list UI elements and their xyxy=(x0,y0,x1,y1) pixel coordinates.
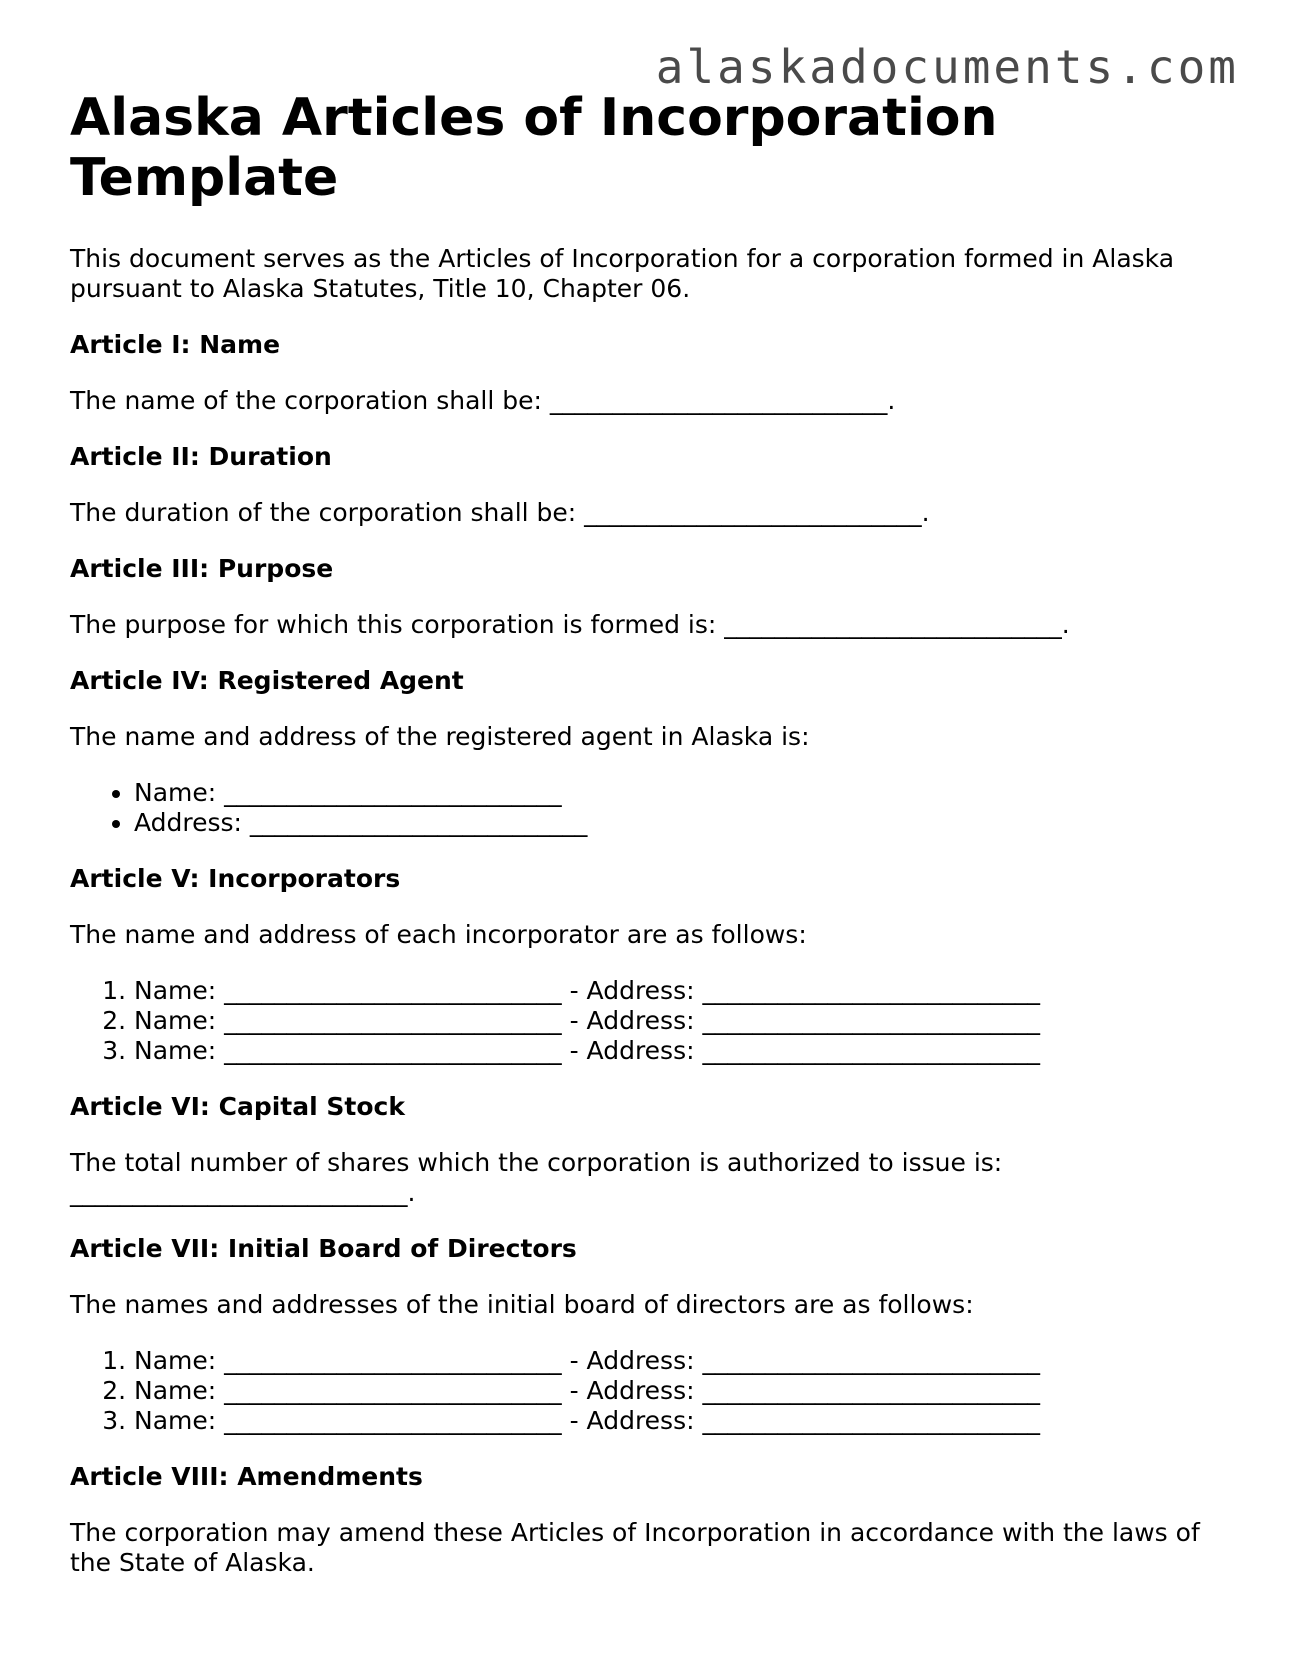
incorporators-list xyxy=(70,976,1230,1066)
watermark: alaskadocuments.com xyxy=(655,40,1239,94)
article-agent-text: The name and address of the registered agent in Alaska is: xyxy=(70,722,810,751)
agent-address-item: • Address: ___________________________ xyxy=(134,808,1230,838)
director-item: 1. Name: ___________________________ - Address: ___________________________ xyxy=(134,1346,1230,1376)
article-directors-text: The names and addresses of the initial board of directors are as follows: xyxy=(70,1290,974,1319)
document-title: Alaska Articles of Incorporation Template xyxy=(70,88,998,208)
article-purpose-text: The purpose for which this corporation is formed is: ___________________________. xyxy=(70,610,1070,639)
article-duration-text: The duration of the corporation shall be: ___________________________. xyxy=(70,498,930,527)
article-amendments-text: The corporation may amend these Articles of Incorporation in accordance with the laws of the State of Alaska. xyxy=(70,1518,1200,1577)
article-incorporators-heading: Article V: Incorporators xyxy=(70,864,401,893)
article-stock-heading: Article VI: Capital Stock xyxy=(70,1092,405,1121)
intro-paragraph: This document serves as the Articles of Incorporation for a corporation formed in Alaska pursuant to Alaska Statutes, Title 10, Chapter 06. xyxy=(70,244,1175,303)
article-amendments-heading: Article VIII: Amendments xyxy=(70,1462,423,1491)
article-name-heading: Article I: Name xyxy=(70,330,281,359)
agent-name-item: • Name: ___________________________ xyxy=(134,778,1230,808)
incorporator-item: 3. Name: ___________________________ - Address: ___________________________ xyxy=(134,1036,1230,1066)
document-body xyxy=(70,244,1230,1604)
article-purpose-heading: Article III: Purpose xyxy=(70,554,334,583)
agent-list xyxy=(70,778,1230,838)
article-name-text: The name of the corporation shall be: ___________________________. xyxy=(70,386,896,415)
director-item: 3. Name: ___________________________ - Address: ___________________________ xyxy=(134,1406,1230,1436)
incorporator-item: 1. Name: ___________________________ - Address: ___________________________ xyxy=(134,976,1230,1006)
article-stock-text: The total number of shares which the corporation is authorized to issue is: ___________________________. xyxy=(70,1148,1003,1207)
article-duration-heading: Article II: Duration xyxy=(70,442,332,471)
incorporator-item: 2. Name: ___________________________ - Address: ___________________________ xyxy=(134,1006,1230,1036)
article-agent-heading: Article IV: Registered Agent xyxy=(70,666,464,695)
article-directors-heading: Article VII: Initial Board of Directors xyxy=(70,1234,577,1263)
directors-list xyxy=(70,1346,1230,1436)
article-incorporators-text: The name and address of each incorporator are as follows: xyxy=(70,920,807,949)
director-item: 2. Name: ___________________________ - Address: ___________________________ xyxy=(134,1376,1230,1406)
